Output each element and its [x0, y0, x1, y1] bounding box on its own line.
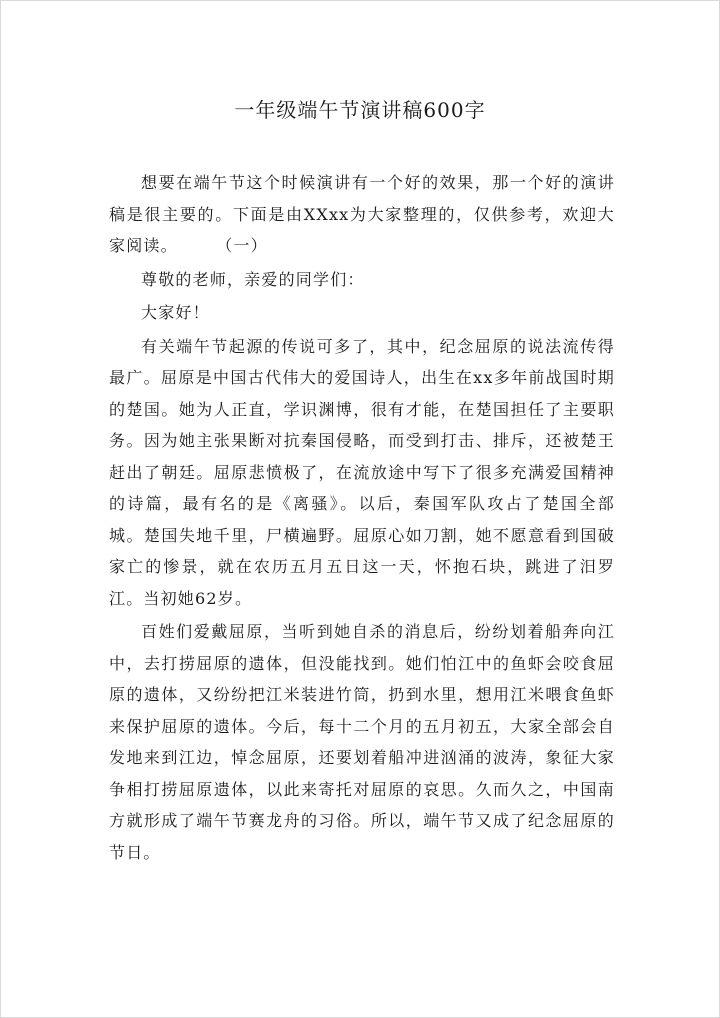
document-title: 一年级端午节演讲稿600字: [234, 98, 486, 122]
body-paragraph-2: 百姓们爱戴屈原，当听到她自杀的消息后，纷纷划着船奔向江中，去打捞屈原的遗体，但没能找到。她们怕江中的鱼虾会咬食屈原的遗体，又纷纷把江米装进竹筒，扔到水里，想用江米喂食鱼虾来保护屈原的遗体。今后，每十二个月的五月初五，大家全部会自发地来到江边，悼念屈原，还要划着船冲进汹涌的波涛，象征大家争相打捞屈原遗体，以此来寄托对屈原的哀思。久而久之，中国南方就形成了端午节赛龙舟的习俗。所以，端午节又成了纪念屈原的节日。: [109, 622, 615, 862]
intro-text: 想要在端午节这个时候演讲有一个好的效果，那一个好的演讲稿是很主要的。下面是由XXxx为大家整理的，仅供参考，欢迎大家阅读。: [109, 173, 615, 255]
greeting: 大家好！: [141, 303, 210, 322]
salutation: 尊敬的老师，亲爱的同学们：: [141, 269, 365, 289]
document-body: [109, 167, 615, 868]
body-paragraph-1: 有关端午节起源的传说可多了，其中，纪念屈原的说法流传得最广。屈原是中国古代伟大的爱国诗人，出生在xx多年前战国时期的楚国。她为人正直，学识渊博，很有才能，在楚国担任了主要职务。因为她主张果断对抗秦国侵略，而受到打击、排斥，还被楚王赶出了朝廷。屈原悲愤极了，在流放途中写下了很多充满爱国精神的诗篇，最有名的是《离骚》。以后，秦国军队攻占了楚国全部城。楚国失地千里，尸横遍野。屈原心如刀割，她不愿意看到国破家亡的惨景，就在农历五月五日这一天，怀抱石块，跳进了汨罗江。当初她62岁。: [109, 336, 615, 608]
section-marker: （一）: [216, 236, 268, 255]
intro-paragraph: [109, 167, 615, 262]
